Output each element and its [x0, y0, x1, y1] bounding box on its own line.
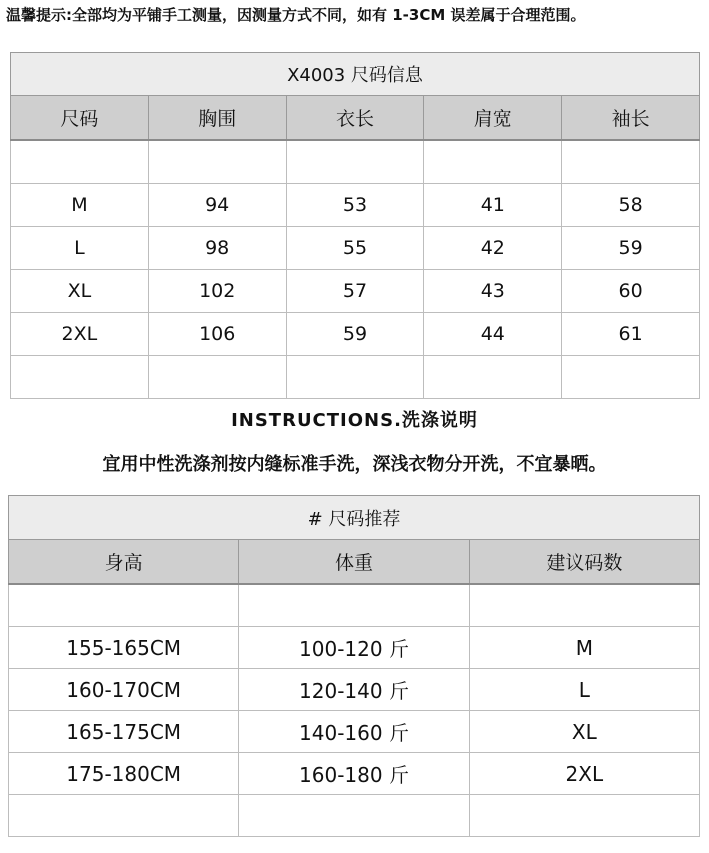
table-cell: 58 [562, 184, 700, 227]
table-cell: 57 [286, 270, 424, 313]
instructions-text: 宜用中性洗涤剂按内缝标准手洗，深浅衣物分开洗，不宜暴晒。 [102, 454, 607, 475]
size-table-title-row [11, 53, 700, 96]
size-table-title: X4003 尺码信息 [11, 53, 700, 96]
table-row [9, 795, 700, 837]
recommend-table-title: # 尺码推荐 [9, 496, 700, 540]
header-sleeve: 袖长 [562, 96, 700, 141]
table-row [9, 584, 700, 627]
table-cell: 59 [562, 227, 700, 270]
recommend-table-title-row [9, 496, 700, 540]
header-height: 身高 [9, 540, 239, 585]
table-row [9, 711, 700, 753]
table-cell: 42 [424, 227, 562, 270]
table-cell: 140-160 斤 [239, 711, 469, 753]
table-cell [424, 140, 562, 184]
table-cell [286, 356, 424, 399]
instructions-title: INSTRUCTIONS.洗涤说明 [231, 410, 478, 431]
table-cell: XL [469, 711, 699, 753]
header-weight: 体重 [239, 540, 469, 585]
table-cell: 2XL [469, 753, 699, 795]
recommend-table-header-row [9, 540, 700, 585]
table-row [9, 627, 700, 669]
table-cell [148, 356, 286, 399]
header-size: 尺码 [11, 96, 149, 141]
table-cell: 160-180 斤 [239, 753, 469, 795]
table-cell: 106 [148, 313, 286, 356]
table-cell [239, 795, 469, 837]
table-cell: 55 [286, 227, 424, 270]
table-cell: 59 [286, 313, 424, 356]
table-cell: 41 [424, 184, 562, 227]
table-cell: 165-175CM [9, 711, 239, 753]
table-row [11, 270, 700, 313]
table-cell [11, 356, 149, 399]
table-row [11, 313, 700, 356]
table-cell: L [469, 669, 699, 711]
table-cell: 98 [148, 227, 286, 270]
table-row [11, 356, 700, 399]
table-cell [562, 140, 700, 184]
table-cell: 155-165CM [9, 627, 239, 669]
table-cell [11, 140, 149, 184]
table-cell: 102 [148, 270, 286, 313]
table-cell: 100-120 斤 [239, 627, 469, 669]
table-cell: 160-170CM [9, 669, 239, 711]
table-cell [9, 795, 239, 837]
table-cell: L [11, 227, 149, 270]
table-cell [286, 140, 424, 184]
table-row [11, 140, 700, 184]
size-info-table [10, 52, 700, 399]
table-cell: XL [11, 270, 149, 313]
table-row [9, 753, 700, 795]
table-cell: M [11, 184, 149, 227]
table-cell: 2XL [11, 313, 149, 356]
measurement-notice: 温馨提示:全部均为平铺手工测量，因测量方式不同，如有 1-3CM 误差属于合理范围。 [6, 6, 586, 24]
header-shoulder: 肩宽 [424, 96, 562, 141]
table-cell: 44 [424, 313, 562, 356]
table-cell [424, 356, 562, 399]
header-suggested-size: 建议码数 [469, 540, 699, 585]
table-cell [469, 795, 699, 837]
table-cell [469, 584, 699, 627]
header-length: 衣长 [286, 96, 424, 141]
table-cell [562, 356, 700, 399]
table-cell: 175-180CM [9, 753, 239, 795]
table-cell: 120-140 斤 [239, 669, 469, 711]
table-cell: 60 [562, 270, 700, 313]
table-row [11, 184, 700, 227]
table-cell [239, 584, 469, 627]
table-cell: 43 [424, 270, 562, 313]
table-cell [148, 140, 286, 184]
size-recommend-table [8, 495, 700, 837]
table-cell: 94 [148, 184, 286, 227]
table-row [9, 669, 700, 711]
table-cell: 61 [562, 313, 700, 356]
table-cell: 53 [286, 184, 424, 227]
table-cell [9, 584, 239, 627]
header-chest: 胸围 [148, 96, 286, 141]
size-table-header-row [11, 96, 700, 141]
table-cell: M [469, 627, 699, 669]
table-row [11, 227, 700, 270]
